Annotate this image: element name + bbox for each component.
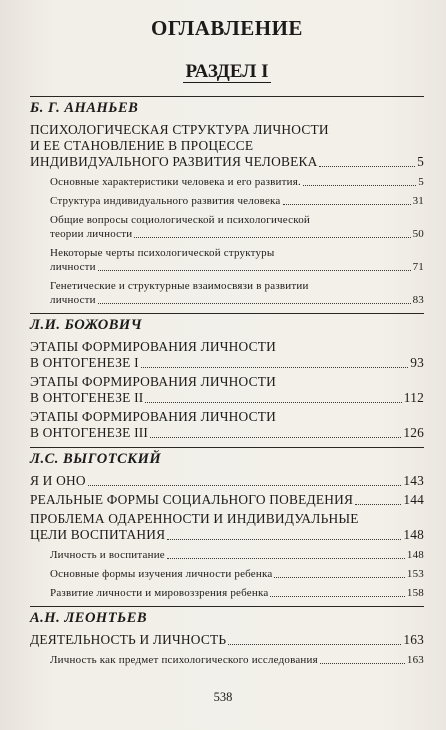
entry-row bbox=[30, 390, 424, 406]
entry-title: Развитие личности и мировоззрения ребенка bbox=[50, 587, 269, 599]
toc-subentry[interactable] bbox=[30, 548, 424, 562]
toc-entry[interactable] bbox=[30, 473, 424, 489]
entry-title: Основные характеристики человека и его развития. bbox=[50, 176, 301, 188]
entry-page-number: 158 bbox=[406, 587, 424, 599]
toc-entry[interactable] bbox=[30, 122, 424, 170]
entry-page-number: 50 bbox=[412, 228, 424, 240]
toc-list bbox=[30, 96, 424, 667]
toc-entry[interactable] bbox=[30, 492, 424, 508]
author-block bbox=[30, 313, 424, 441]
toc-entry[interactable] bbox=[30, 374, 424, 406]
toc-entry[interactable] bbox=[30, 339, 424, 371]
entry-title-line: ЭТАПЫ ФОРМИРОВАНИЯ ЛИЧНОСТИ bbox=[30, 409, 276, 424]
toc-entry[interactable] bbox=[30, 632, 424, 648]
dot-leader bbox=[145, 402, 401, 403]
toc-subentry[interactable] bbox=[30, 213, 424, 241]
entry-page-number: 112 bbox=[403, 390, 424, 405]
dot-leader bbox=[134, 237, 410, 238]
entry-title: Основные формы изучения личности ребенка bbox=[50, 568, 273, 580]
entry-row bbox=[30, 355, 424, 371]
entry-row bbox=[50, 194, 424, 208]
author-block bbox=[30, 447, 424, 600]
dot-leader bbox=[98, 303, 411, 304]
dot-leader bbox=[320, 663, 405, 664]
entry-title: В ОНТОГЕНЕЗЕ III bbox=[30, 425, 149, 440]
dot-leader bbox=[98, 270, 411, 271]
entry-page-number: 31 bbox=[412, 195, 424, 207]
entry-row bbox=[50, 653, 424, 667]
author-name: Л.И. БОЖОВИЧ bbox=[30, 313, 424, 336]
entry-row bbox=[50, 260, 424, 274]
entry-title: Структура индивидуального развития человека bbox=[50, 195, 281, 207]
entry-row bbox=[50, 567, 424, 581]
entry-title: ДЕЯТЕЛЬНОСТЬ И ЛИЧНОСТЬ bbox=[30, 632, 227, 647]
entry-page-number: 153 bbox=[406, 568, 424, 580]
page-number: 538 bbox=[213, 690, 233, 704]
dot-leader bbox=[141, 367, 408, 368]
entry-title: теории личности bbox=[50, 228, 133, 240]
entry-page-number: 93 bbox=[410, 355, 424, 370]
entry-row bbox=[50, 548, 424, 562]
entry-title-line: ЭТАПЫ ФОРМИРОВАНИЯ ЛИЧНОСТИ bbox=[30, 339, 276, 354]
entry-title: РЕАЛЬНЫЕ ФОРМЫ СОЦИАЛЬНОГО ПОВЕДЕНИЯ bbox=[30, 492, 354, 507]
entry-title-line: Генетические и структурные взаимосвязи в развитии bbox=[50, 280, 309, 292]
toc-subentry[interactable] bbox=[30, 567, 424, 581]
entry-page-number: 143 bbox=[403, 473, 424, 488]
entry-title: личности bbox=[50, 294, 96, 306]
entry-title: В ОНТОГЕНЕЗЕ II bbox=[30, 390, 144, 405]
entry-page-number: 144 bbox=[403, 492, 424, 507]
entry-title: В ОНТОГЕНЕЗЕ I bbox=[30, 355, 139, 370]
page-title: ОГЛАВЛЕНИЕ bbox=[151, 16, 303, 40]
entry-page-number: 148 bbox=[403, 527, 424, 542]
dot-leader bbox=[150, 437, 401, 438]
entry-title: Личность как предмет психологического исследования bbox=[50, 654, 318, 666]
toc-subentry[interactable] bbox=[30, 653, 424, 667]
entry-page-number: 83 bbox=[412, 294, 424, 306]
dot-leader bbox=[355, 504, 401, 505]
section-heading bbox=[30, 54, 424, 90]
author-name: А.Н. ЛЕОНТЬЕВ bbox=[30, 606, 424, 629]
entry-page-number: 5 bbox=[417, 154, 424, 169]
entry-title-line: ПРОБЛЕМА ОДАРЕННОСТИ И ИНДИВИДУАЛЬНЫЕ bbox=[30, 511, 359, 526]
entry-row bbox=[30, 425, 424, 441]
entry-title-line: ЭТАПЫ ФОРМИРОВАНИЯ ЛИЧНОСТИ bbox=[30, 374, 276, 389]
author-block bbox=[30, 96, 424, 307]
dot-leader bbox=[228, 644, 401, 645]
toc-subentry[interactable] bbox=[30, 279, 424, 307]
dot-leader bbox=[274, 577, 404, 578]
entry-row bbox=[50, 293, 424, 307]
dot-leader bbox=[283, 204, 411, 205]
entry-page-number: 163 bbox=[403, 632, 424, 647]
entry-page-number: 5 bbox=[418, 176, 424, 188]
entry-row bbox=[50, 227, 424, 241]
entry-page-number: 163 bbox=[406, 654, 424, 666]
toc-subentry[interactable] bbox=[30, 175, 424, 189]
entry-row bbox=[30, 492, 424, 508]
author-block bbox=[30, 606, 424, 667]
toc-subentry[interactable] bbox=[30, 194, 424, 208]
entry-title: личности bbox=[50, 261, 96, 273]
entry-title-line: Общие вопросы социологической и психологической bbox=[50, 214, 310, 226]
section-label: РАЗДЕЛ I bbox=[185, 61, 269, 82]
entry-title-line: Некоторые черты психологической структуры bbox=[50, 247, 275, 259]
dot-leader bbox=[88, 485, 402, 486]
entry-row bbox=[30, 473, 424, 489]
dot-leader bbox=[167, 558, 405, 559]
entry-row bbox=[50, 586, 424, 600]
entry-title: Личность и воспитание bbox=[50, 549, 165, 561]
dot-leader bbox=[303, 185, 416, 186]
toc-entry[interactable] bbox=[30, 511, 424, 543]
toc-subentry[interactable] bbox=[30, 246, 424, 274]
author-name: Б. Г. АНАНЬЕВ bbox=[30, 96, 424, 119]
entry-page-number: 148 bbox=[406, 549, 424, 561]
dot-leader bbox=[270, 596, 404, 597]
entry-title: ЦЕЛИ ВОСПИТАНИЯ bbox=[30, 527, 166, 542]
entry-row bbox=[50, 175, 424, 189]
toc-subentry[interactable] bbox=[30, 586, 424, 600]
entry-title-line: И ЕЕ СТАНОВЛЕНИЕ В ПРОЦЕССЕ bbox=[30, 138, 254, 153]
author-name: Л.С. ВЫГОТСКИЙ bbox=[30, 447, 424, 470]
entry-page-number: 126 bbox=[403, 425, 424, 440]
toc-entry[interactable] bbox=[30, 409, 424, 441]
dot-leader bbox=[167, 539, 401, 540]
entry-row bbox=[30, 632, 424, 648]
dot-leader bbox=[319, 166, 415, 167]
entry-row bbox=[30, 527, 424, 543]
entry-title: ИНДИВИДУАЛЬНОГО РАЗВИТИЯ ЧЕЛОВЕКА bbox=[30, 154, 318, 169]
entry-row bbox=[30, 154, 424, 170]
entry-title-line: ПСИХОЛОГИЧЕСКАЯ СТРУКТУРА ЛИЧНОСТИ bbox=[30, 122, 329, 137]
entry-page-number: 71 bbox=[412, 261, 424, 273]
entry-title: Я И ОНО bbox=[30, 473, 86, 488]
